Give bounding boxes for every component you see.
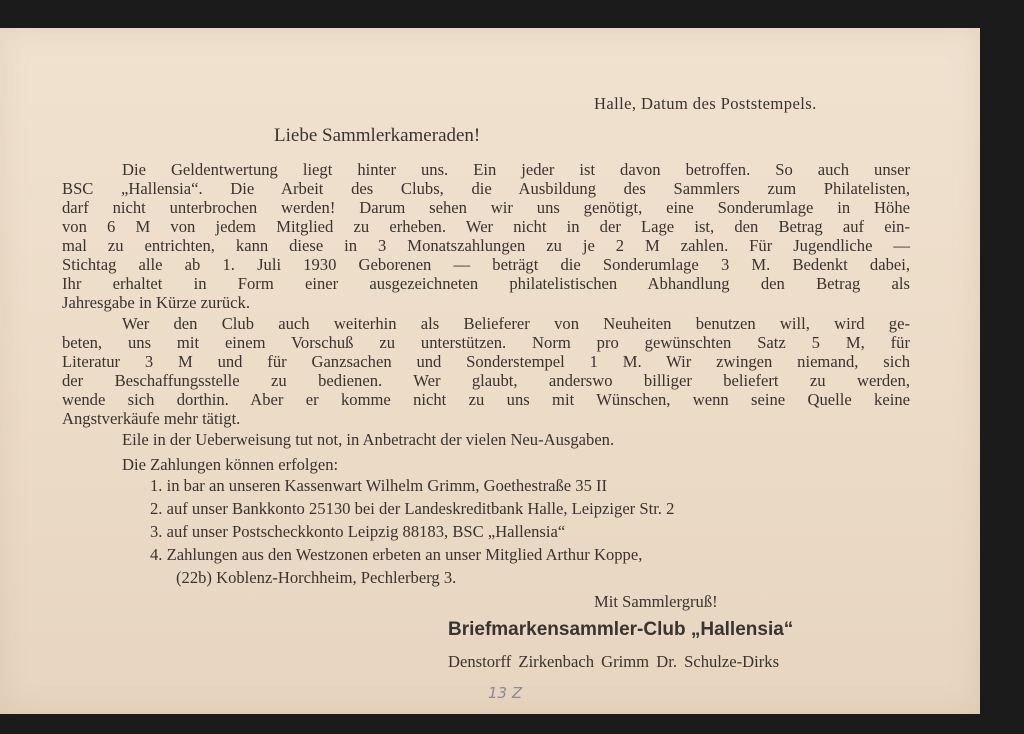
payment-item: 1. in bar an unseren Kassenwart Wilhelm Grimm, Goethestraße 35 II — [150, 476, 608, 495]
paragraph-line: BSC „Hallensia“. Die Arbeit des Clubs, die Ausbildung des Sammlers zum Philatelisten, — [62, 179, 910, 198]
paragraph-line: der Beschaffungsstelle zu bedienen. Wer glaubt, anderswo billiger beliefert zu werden, — [62, 371, 910, 390]
paragraph-line: Eile in der Ueberweisung tut not, in Anbetracht der vielen Neu-Ausgaben. — [122, 430, 615, 449]
paragraph-line: wende sich dorthin. Aber er komme nicht zu uns mit Wünschen, wenn seine Quelle keine — [62, 390, 910, 409]
club-name: Briefmarkensammler-Club „Hallensia“ — [448, 619, 794, 640]
payment-item: 2. auf unser Bankkonto 25130 bei der Landeskreditbank Halle, Leipziger Str. 2 — [150, 499, 675, 518]
closing-greeting: Mit Sammlergruß! — [594, 592, 718, 611]
pencil-note: 13 Z — [488, 684, 523, 702]
paragraph-line: Stichtag alle ab 1. Juli 1930 Geborenen — beträgt die Sonderumlage 3 M. Bedenkt dabei, — [62, 255, 910, 274]
paragraph-line: Ihr erhaltet in Form einer ausgezeichneten philatelistischen Abhandlung den Betrag als — [62, 274, 910, 293]
paragraph-line: Jahresgabe in Kürze zurück. — [62, 293, 250, 312]
payments-intro: Die Zahlungen können erfolgen: — [122, 455, 339, 474]
place-date: Halle, Datum des Poststempels. — [594, 94, 817, 113]
payment-item: 3. auf unser Postscheckkonto Leipzig 88183, BSC „Hallensia“ — [150, 522, 566, 541]
paragraph-line: beten, uns mit einem Vorschuß zu unterstützen. Norm pro gewünschten Satz 5 M, für — [62, 333, 910, 352]
payment-item: 4. Zahlungen aus den Westzonen erbeten an unser Mitglied Arthur Koppe, — [150, 545, 643, 564]
salutation: Liebe Sammlerkameraden! — [274, 125, 481, 146]
paragraph-line: Angstverkäufe mehr tätigt. — [62, 409, 241, 428]
payment-item-continuation: (22b) Koblenz-Horchheim, Pechlerberg 3. — [176, 568, 457, 587]
paragraph-line: Wer den Club auch weiterhin als Belieferer von Neuheiten benutzen will, wird ge- — [122, 314, 910, 333]
paragraph-line: darf nicht unterbrochen werden! Darum sehen wir uns genötigt, eine Sonderumlage in Höhe — [62, 198, 910, 217]
paragraph-line: Die Geldentwertung liegt hinter uns. Ein jeder ist davon betroffen. So auch unser — [122, 160, 910, 179]
paragraph-line: mal zu entrichten, kann diese in 3 Monatszahlungen zu je 2 M zahlen. Für Jugendliche — — [62, 236, 910, 255]
paragraph-line: Literatur 3 M und für Ganzsachen und Sonderstempel 1 M. Wir zwingen niemand, sich — [62, 352, 910, 371]
signatories: Denstorff Zirkenbach Grimm Dr. Schulze-Dirks — [448, 652, 780, 671]
paragraph-line: von 6 M von jedem Mitglied zu erheben. Wer nicht in der Lage ist, den Betrag auf ein- — [62, 217, 910, 236]
postcard — [0, 28, 980, 714]
